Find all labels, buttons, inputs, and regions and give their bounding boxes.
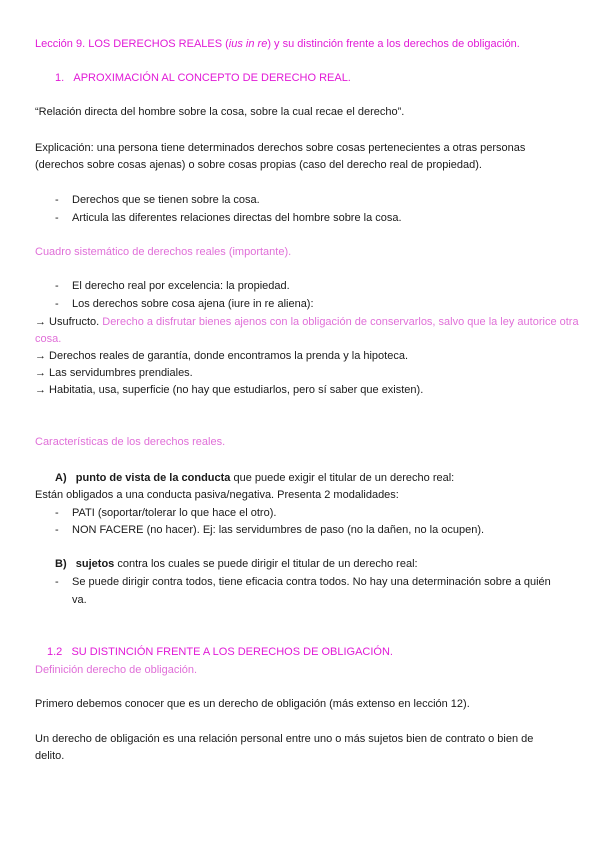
point-a-line [55, 470, 454, 486]
obligacion-line-1: Un derecho de obligación es una relación personal entre uno o más sujetos bien de contrato o bien de [35, 733, 534, 745]
lesson-title [35, 36, 520, 52]
obligacion-line-2: delito. [35, 750, 65, 762]
list-item [55, 505, 59, 521]
list-item [55, 574, 59, 590]
list-item [55, 278, 59, 294]
section2-number: 1.2 [47, 646, 63, 658]
list-item [55, 296, 59, 312]
list-item [55, 192, 59, 208]
explicacion-line-1: Explicación: una persona tiene determinados derechos sobre cosas pertenecientes a otras personas [35, 142, 526, 154]
caracteristicas-heading: Características de los derechos reales. [35, 436, 226, 448]
point-b-label: B) [55, 558, 67, 570]
list-item-text: NON FACERE (no hacer). Ej: las servidumbres de paso (no la dañen, no la ocupen). [72, 524, 485, 536]
list-item-text: Derechos que se tienen sobre la cosa. [72, 194, 260, 206]
list-item-text: Los derechos sobre cosa ajena (iure in re aliena): [72, 298, 314, 310]
bullet-dash: - [55, 212, 59, 224]
arrow-item: → Las servidumbres prendiales. [35, 367, 193, 379]
title-text-post: ) y su distinción frente a los derechos de obligación. [267, 38, 520, 50]
point-a-line-2: Están obligados a una conducta pasiva/negativa. Presenta 2 modalidades: [35, 489, 399, 501]
point-a-rest: que puede exigir el titular de un derecho real: [230, 472, 455, 484]
usufructo-description: Derecho a disfrutar bienes ajenos con la obligación de conservarlos, salvo que la ley autorice otra [99, 316, 579, 328]
usufructo-description-cont: cosa. [35, 333, 62, 345]
definicion-heading: Definición derecho de obligación. [35, 664, 198, 676]
point-b-rest: contra los cuales se puede dirigir el titular de un derecho real: [114, 558, 418, 570]
section1-title: APROXIMACIÓN AL CONCEPTO DE DERECHO REAL. [73, 72, 351, 84]
list-item-text: El derecho real por excelencia: la propiedad. [72, 280, 290, 292]
explicacion-line-2: (derechos sobre cosas ajenas) o sobre cosas propias (caso del derecho real de propiedad). [35, 159, 482, 171]
list-item-text: Articula las diferentes relaciones directas del hombre sobre la cosa. [72, 212, 402, 224]
arrow-item: → Derechos reales de garantía, donde encontramos la prenda y la hipoteca. [35, 350, 409, 362]
bullet-dash: - [55, 298, 59, 310]
cuadro-heading: Cuadro sistemático de derechos reales (importante). [35, 246, 292, 258]
list-item-text: PATI (soportar/tolerar lo que hace el otro). [72, 507, 277, 519]
point-a-label: A) [55, 472, 67, 484]
bullet-dash: - [55, 280, 59, 292]
point-b-line [55, 556, 418, 572]
title-text-italic: ius in re [228, 38, 268, 50]
section1-heading [55, 70, 351, 86]
point-a-bold: punto de vista de la conducta [75, 472, 231, 484]
usufructo-label: → Usufructo. [35, 316, 100, 328]
bullet-dash: - [55, 524, 59, 536]
usufructo-line [35, 314, 579, 330]
bullet-dash: - [55, 507, 59, 519]
section2-title: SU DISTINCIÓN FRENTE A LOS DERECHOS DE OBLIGACIÓN. [71, 646, 393, 658]
bullet-dash: - [55, 194, 59, 206]
point-b-bold: sujetos [75, 558, 115, 570]
list-item-text: Se puede dirigir contra todos, tiene eficacia contra todos. No hay una determinación sobre a quién [72, 576, 551, 588]
primero-paragraph: Primero debemos conocer que es un derecho de obligación (más extenso en lección 12). [35, 698, 470, 710]
definition-quote: “Relación directa del hombre sobre la cosa, sobre la cual recae el derecho”. [35, 106, 405, 118]
list-item [55, 210, 59, 226]
arrow-item: → Habitatia, usa, superficie (no hay que estudiarlos, pero sí saber que existen). [35, 384, 424, 396]
bullet-dash: - [55, 576, 59, 588]
section2-heading [47, 644, 393, 660]
title-text-pre: Lección 9. LOS DERECHOS REALES ( [35, 38, 229, 50]
section1-number: 1. [55, 72, 65, 84]
list-item [55, 522, 59, 538]
list-item-text-cont: va. [72, 594, 87, 606]
